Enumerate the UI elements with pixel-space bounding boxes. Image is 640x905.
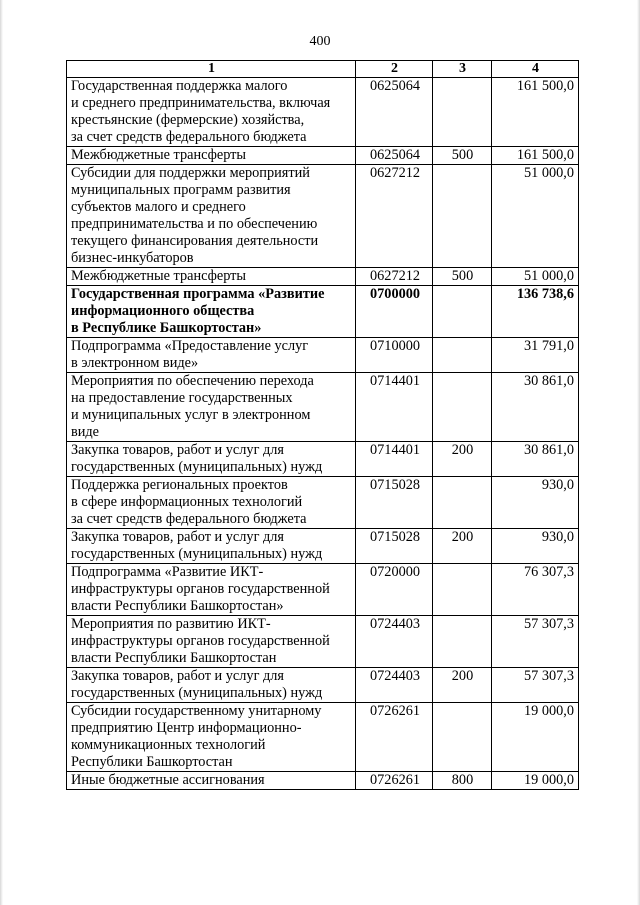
page-number: 400 xyxy=(309,34,331,49)
row-type-cell: 500 xyxy=(433,268,492,286)
table-row xyxy=(67,529,579,564)
table-row xyxy=(67,564,579,616)
row-type-cell xyxy=(433,564,492,616)
row-code-cell: 0715028 xyxy=(356,477,433,529)
row-amount-cell: 76 307,3 xyxy=(492,564,579,616)
row-name-cell: Поддержка региональных проектов в сфере информационных технологий за счет средств федерального бюджета xyxy=(67,477,356,529)
scan-left-edge xyxy=(0,0,3,905)
row-amount-cell: 57 307,3 xyxy=(492,668,579,703)
row-type-cell xyxy=(433,78,492,147)
row-name-cell: Мероприятия по обеспечению перехода на предоставление государственных и муниципальных услуг в электронном виде xyxy=(67,373,356,442)
row-amount-cell: 136 738,6 xyxy=(492,286,579,338)
row-code-cell: 0627212 xyxy=(356,268,433,286)
row-type-cell xyxy=(433,286,492,338)
column-header-4: 4 xyxy=(492,61,579,78)
table-row xyxy=(67,373,579,442)
row-code-cell: 0714401 xyxy=(356,373,433,442)
row-code-cell: 0714401 xyxy=(356,442,433,477)
table-row xyxy=(67,165,579,268)
row-name-cell: Закупка товаров, работ и услуг для государственных (муниципальных) нужд xyxy=(67,529,356,564)
row-name-cell: Субсидии государственному унитарному предприятию Центр информационно- коммуникационных технологий Республики Башкортостан xyxy=(67,703,356,772)
row-name-cell: Мероприятия по развитию ИКТ- инфраструктуры органов государственной власти Республики Башкортостан xyxy=(67,616,356,668)
row-code-cell: 0726261 xyxy=(356,772,433,790)
table-row xyxy=(67,78,579,147)
row-code-cell: 0625064 xyxy=(356,147,433,165)
row-type-cell xyxy=(433,477,492,529)
row-code-cell: 0710000 xyxy=(356,338,433,373)
column-header-2: 2 xyxy=(356,61,433,78)
table-row xyxy=(67,442,579,477)
row-name-cell: Государственная поддержка малого и среднего предпринимательства, включая крестьянские (фермерские) хозяйства, за счет средств федерального бюджета xyxy=(67,78,356,147)
row-amount-cell: 51 000,0 xyxy=(492,268,579,286)
row-type-cell xyxy=(433,373,492,442)
row-amount-cell: 930,0 xyxy=(492,529,579,564)
row-code-cell: 0724403 xyxy=(356,616,433,668)
row-code-cell: 0724403 xyxy=(356,668,433,703)
row-name-cell: Субсидии для поддержки мероприятий муниципальных программ развития субъектов малого и среднего предпринимательства и по обеспечению текущего финансирования деятельности бизнес-инкубаторов xyxy=(67,165,356,268)
row-amount-cell: 31 791,0 xyxy=(492,338,579,373)
row-code-cell: 0625064 xyxy=(356,78,433,147)
row-code-cell: 0726261 xyxy=(356,703,433,772)
row-amount-cell: 930,0 xyxy=(492,477,579,529)
row-type-cell xyxy=(433,616,492,668)
row-amount-cell: 161 500,0 xyxy=(492,147,579,165)
table-row xyxy=(67,286,579,338)
row-type-cell: 800 xyxy=(433,772,492,790)
row-amount-cell: 30 861,0 xyxy=(492,442,579,477)
row-code-cell: 0700000 xyxy=(356,286,433,338)
row-code-cell: 0720000 xyxy=(356,564,433,616)
table-row xyxy=(67,338,579,373)
row-amount-cell: 161 500,0 xyxy=(492,78,579,147)
row-type-cell: 200 xyxy=(433,442,492,477)
column-header-1: 1 xyxy=(67,61,356,78)
row-amount-cell: 30 861,0 xyxy=(492,373,579,442)
row-amount-cell: 51 000,0 xyxy=(492,165,579,268)
row-type-cell: 200 xyxy=(433,668,492,703)
table-row xyxy=(67,477,579,529)
row-name-cell: Межбюджетные трансферты xyxy=(67,147,356,165)
row-name-cell: Иные бюджетные ассигнования xyxy=(67,772,356,790)
row-name-cell: Межбюджетные трансферты xyxy=(67,268,356,286)
table-row xyxy=(67,772,579,790)
table-row xyxy=(67,668,579,703)
row-name-cell: Подпрограмма «Развитие ИКТ- инфраструктуры органов государственной власти Республики Башкортостан» xyxy=(67,564,356,616)
row-name-cell: Закупка товаров, работ и услуг для государственных (муниципальных) нужд xyxy=(67,668,356,703)
row-name-cell: Подпрограмма «Предоставление услуг в электронном виде» xyxy=(67,338,356,373)
row-type-cell xyxy=(433,703,492,772)
column-header-3: 3 xyxy=(433,61,492,78)
row-amount-cell: 19 000,0 xyxy=(492,772,579,790)
row-name-cell: Закупка товаров, работ и услуг для государственных (муниципальных) нужд xyxy=(67,442,356,477)
row-code-cell: 0627212 xyxy=(356,165,433,268)
row-type-cell xyxy=(433,338,492,373)
row-amount-cell: 19 000,0 xyxy=(492,703,579,772)
table-row xyxy=(67,147,579,165)
row-name-cell: Государственная программа «Развитие информационного общества в Республике Башкортостан» xyxy=(67,286,356,338)
table-row xyxy=(67,703,579,772)
table-header-row xyxy=(67,61,579,78)
row-type-cell: 500 xyxy=(433,147,492,165)
row-type-cell xyxy=(433,165,492,268)
row-type-cell: 200 xyxy=(433,529,492,564)
table-row xyxy=(67,268,579,286)
table-body xyxy=(67,78,579,790)
table-row xyxy=(67,616,579,668)
row-code-cell: 0715028 xyxy=(356,529,433,564)
row-amount-cell: 57 307,3 xyxy=(492,616,579,668)
budget-table xyxy=(66,60,579,790)
